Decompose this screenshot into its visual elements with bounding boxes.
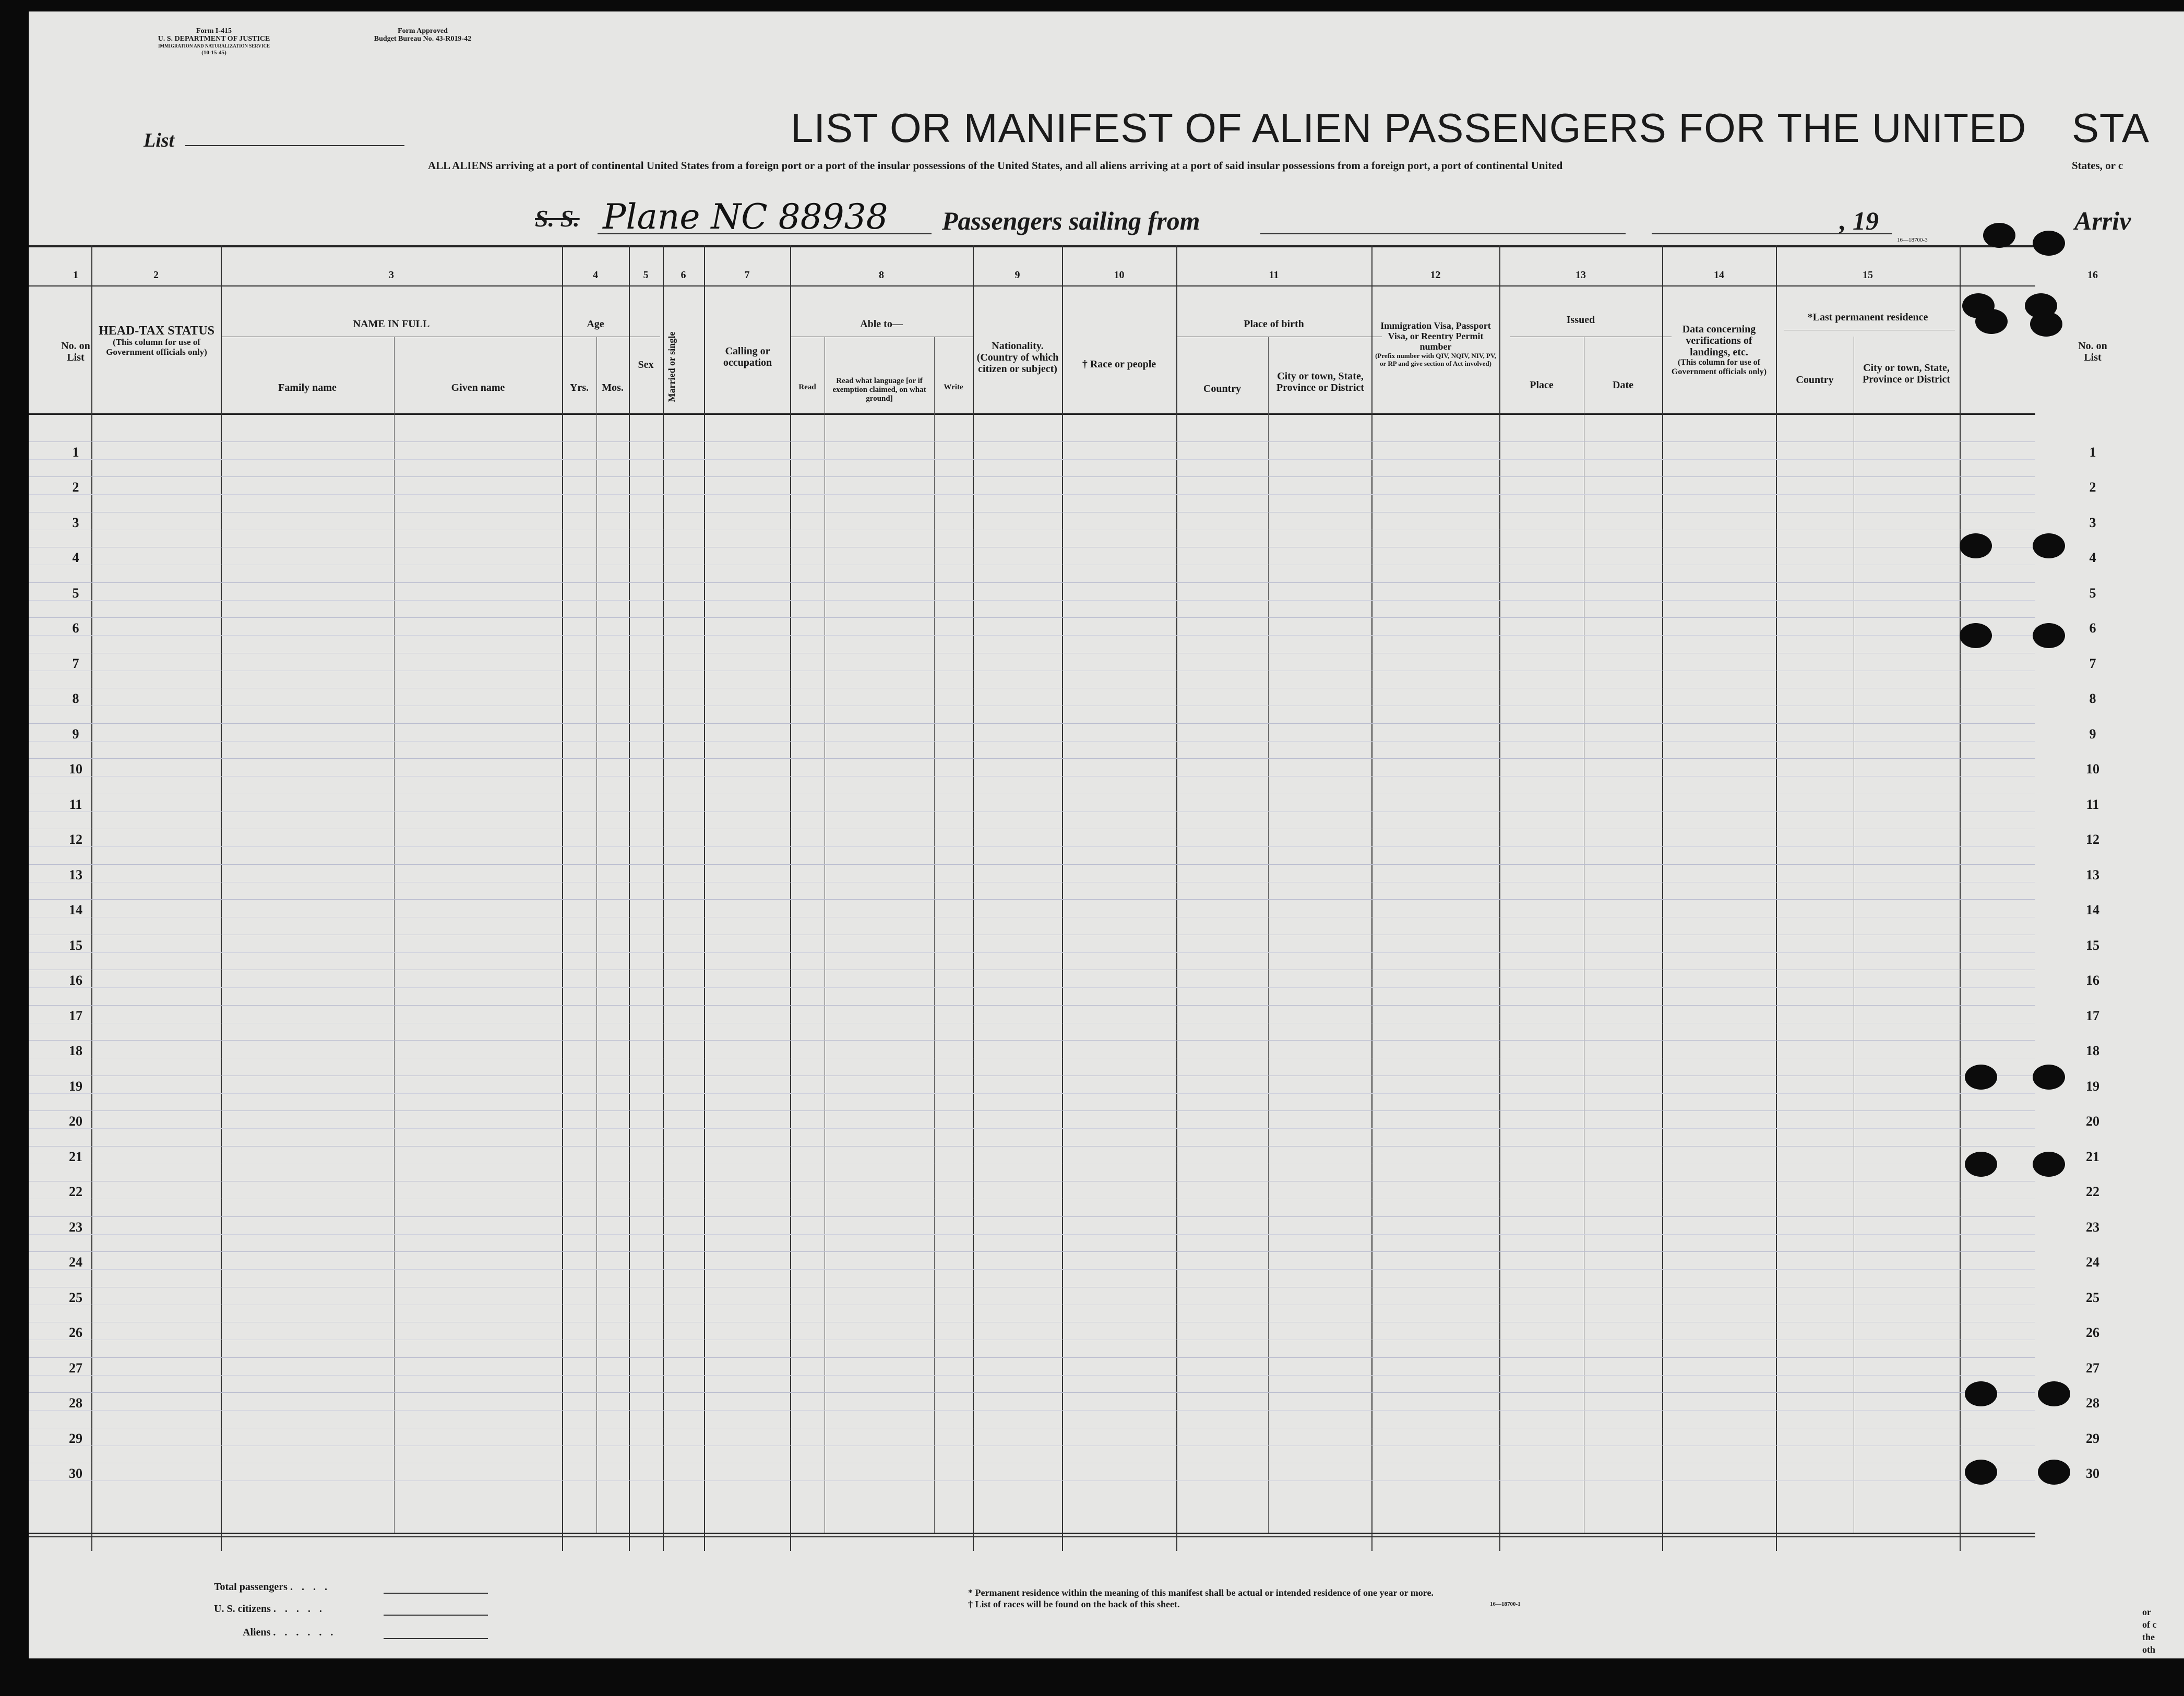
- row-number-right: 3: [2089, 515, 2096, 530]
- ss-label: S. S.: [535, 205, 580, 232]
- punch-hole: [2033, 1065, 2065, 1090]
- punch-hole: [1975, 309, 2008, 334]
- row-number-left: 15: [69, 937, 82, 953]
- row-subrule: [29, 1410, 2035, 1411]
- list-underline: [185, 145, 404, 146]
- row-number-right: 23: [2086, 1219, 2099, 1235]
- row-number-right: 6: [2089, 620, 2096, 636]
- manifest-sheet: [29, 11, 2184, 1670]
- row-rule: [29, 1251, 2035, 1252]
- row-number-left: 20: [69, 1114, 82, 1129]
- row-number-left: 17: [69, 1008, 82, 1023]
- row-subrule: [29, 1234, 2035, 1235]
- row-rule: [29, 1005, 2035, 1006]
- row-rule: [29, 1110, 2035, 1111]
- colnum-12: 12: [1430, 269, 1441, 281]
- header-sex: Sex: [638, 359, 654, 371]
- row-subrule: [29, 1480, 2035, 1481]
- row-number-right: 11: [2086, 796, 2099, 812]
- header-read-language: Read what language [or if exemption claimed, on what ground]: [832, 377, 926, 403]
- year-label: , 19: [1840, 206, 1879, 235]
- row-number-left: 8: [72, 691, 79, 707]
- total-passengers-blank: [384, 1593, 488, 1594]
- row-number-right: 10: [2086, 761, 2099, 777]
- punch-hole: [2033, 1152, 2065, 1177]
- colnum-7: 7: [744, 269, 750, 281]
- table-bottom-border: [29, 1533, 2035, 1534]
- row-number-right: 9: [2089, 726, 2096, 742]
- punch-hole: [1965, 1065, 1997, 1090]
- leader-dots: . . . .: [290, 1581, 330, 1593]
- row-rule: [29, 582, 2035, 583]
- header-residence-country: Country: [1796, 374, 1834, 386]
- row-rule: [29, 1040, 2035, 1041]
- row-number-right: 19: [2086, 1078, 2099, 1094]
- row-number-left: 12: [69, 832, 82, 847]
- row-number-right: 4: [2089, 550, 2096, 566]
- row-number-right: 17: [2086, 1008, 2099, 1023]
- header-head-tax: [97, 325, 217, 357]
- us-citizens-text: U. S. citizens: [214, 1603, 271, 1615]
- row-subrule: [29, 635, 2035, 636]
- sailing-label: Passengers sailing from: [942, 206, 1200, 235]
- punch-hole: [1983, 223, 2015, 248]
- row-subrule: [29, 776, 2035, 777]
- sailing-underline: [1260, 233, 1626, 234]
- header-no-on-list: No. on List: [61, 340, 90, 363]
- row-rule: [29, 758, 2035, 759]
- page-subtitle: ALL ALIENS arriving at a port of continental United States from a foreign port or a port of the insular possessions of the United States, and all aliens arriving at a port of said insular possessions from a foreign port, a port of continental United: [428, 159, 1563, 172]
- header-calling: Calling or occupation: [723, 345, 772, 368]
- list-label: List: [144, 129, 175, 151]
- row-number-left: 1: [72, 444, 79, 460]
- row-number-right: 5: [2089, 585, 2096, 601]
- row-rule: [29, 899, 2035, 900]
- row-number-right: 26: [2086, 1325, 2099, 1341]
- row-rule: [29, 1392, 2035, 1393]
- row-number-left: 26: [69, 1325, 82, 1341]
- header-issued: Issued: [1566, 314, 1595, 326]
- ss-value-handwritten: Plane NC 88938: [603, 197, 888, 237]
- colnum-6: 6: [681, 269, 686, 281]
- row-rule: [29, 864, 2035, 865]
- row-number-left: 6: [72, 620, 79, 636]
- table-bottom-border-2: [29, 1536, 2035, 1537]
- verification-label: Data concerning verifications of landings, etc.: [1682, 324, 1756, 358]
- row-number-right: 12: [2086, 832, 2099, 847]
- header-birth-country: Country: [1203, 383, 1242, 395]
- punch-hole: [2038, 1381, 2070, 1406]
- row-number-left: 2: [72, 480, 79, 495]
- punch-hole: [2033, 623, 2065, 648]
- header-nationality: Nationality. (Country of which citizen or subject): [976, 340, 1059, 375]
- total-passengers-label: [214, 1581, 330, 1593]
- row-number-left: 5: [72, 585, 79, 601]
- row-number-right: 15: [2086, 937, 2099, 953]
- budget-number: Budget Bureau No. 43-R019-42: [374, 35, 472, 43]
- punch-hole: [1965, 1152, 1997, 1177]
- header-married-single: Married or single: [666, 331, 677, 402]
- header-yrs: Yrs.: [569, 382, 589, 393]
- form-header-left: [128, 27, 300, 57]
- punch-hole: [2033, 231, 2065, 256]
- row-number-left: 29: [69, 1430, 82, 1446]
- colnum-14: 14: [1714, 269, 1724, 281]
- row-number-left: 25: [69, 1289, 82, 1305]
- aliens-blank: [384, 1638, 488, 1639]
- row-number-right: 25: [2086, 1289, 2099, 1305]
- row-number-left: 4: [72, 550, 79, 566]
- row-number-left: 14: [69, 902, 82, 918]
- scan-bottom-edge: [0, 1658, 2184, 1696]
- header-residence-city: City or town, State, Province or District: [1862, 362, 1951, 385]
- row-number-left: 27: [69, 1360, 82, 1376]
- row-number-left: 24: [69, 1255, 82, 1270]
- row-number-left: 9: [72, 726, 79, 742]
- row-number-left: 16: [69, 973, 82, 988]
- arriving-label: Arriv: [2074, 206, 2131, 235]
- row-number-right: 16: [2086, 973, 2099, 988]
- row-subrule: [29, 846, 2035, 847]
- footnote-races: † List of races will be found on the back of this sheet.: [968, 1599, 1180, 1609]
- colnum-2: 2: [153, 269, 159, 281]
- us-citizens-blank: [384, 1615, 488, 1616]
- row-number-right: 7: [2089, 655, 2096, 671]
- header-place-of-birth: Place of birth: [1244, 318, 1304, 330]
- visa-label: Immigration Visa, Passport Visa, or Reentry Permit number: [1380, 320, 1491, 352]
- us-citizens-label: [214, 1603, 325, 1615]
- visa-note: (Prefix number with QIV, NQIV, NIV, PV, or RP and give section of Act involved): [1375, 352, 1496, 367]
- colnum-10: 10: [1114, 269, 1125, 281]
- row-number-right: 13: [2086, 867, 2099, 882]
- header-age: Age: [587, 318, 604, 330]
- row-number-left: 30: [69, 1466, 82, 1482]
- header-read: Read: [798, 383, 816, 391]
- row-number-right: 29: [2086, 1430, 2099, 1446]
- row-number-right: 20: [2086, 1114, 2099, 1129]
- row-number-right: 21: [2086, 1149, 2099, 1164]
- colnum-divider: [29, 285, 2035, 286]
- form-number: Form I-415: [196, 27, 232, 35]
- leader-dots: . . . . .: [273, 1603, 325, 1615]
- punch-hole: [1960, 533, 1992, 558]
- row-number-right: 27: [2086, 1360, 2099, 1376]
- row-number-left: 28: [69, 1395, 82, 1411]
- row-number-right: 30: [2086, 1466, 2099, 1482]
- punch-hole: [1960, 623, 1992, 648]
- row-subrule: [29, 494, 2035, 495]
- service: IMMIGRATION AND NATURALIZATION SERVICE: [158, 43, 270, 49]
- header-bottom-border: [29, 413, 2035, 415]
- row-number-right: 8: [2089, 691, 2096, 707]
- row-number-right: 24: [2086, 1255, 2099, 1270]
- colnum-13: 13: [1576, 269, 1586, 281]
- row-number-left: 11: [69, 796, 82, 812]
- colnum-1: 1: [73, 269, 78, 281]
- department: U. S. DEPARTMENT OF JUSTICE: [158, 35, 270, 43]
- colnum-4: 4: [593, 269, 598, 281]
- colnum-9: 9: [1015, 269, 1020, 281]
- row-subrule: [29, 459, 2035, 460]
- header-able-to: Able to—: [860, 318, 903, 330]
- row-number-left: 13: [69, 867, 82, 882]
- header-write: Write: [944, 383, 963, 391]
- header-mos: Mos.: [602, 382, 624, 393]
- row-subrule: [29, 987, 2035, 988]
- colnum-8: 8: [879, 269, 884, 281]
- header-last-residence: *Last permanent residence: [1807, 312, 1928, 323]
- head-tax-note: (This column for use of Government officials only): [106, 337, 207, 357]
- row-number-right: 1: [2089, 444, 2096, 460]
- form-header-approval: [337, 27, 509, 43]
- row-number-left: 7: [72, 655, 79, 671]
- punch-hole: [2033, 533, 2065, 558]
- header-given-name: Given name: [451, 382, 505, 393]
- row-rule: [29, 617, 2035, 618]
- punch-hole: [2030, 312, 2062, 337]
- row-subrule: [29, 811, 2035, 812]
- row-rule: [29, 1216, 2035, 1217]
- colnum-5: 5: [643, 269, 649, 281]
- header-verification: [1665, 324, 1773, 377]
- footnote-residence: * Permanent residence within the meaning of this manifest shall be actual or intended residence of one year or more.: [968, 1587, 1434, 1598]
- header-issued-place: Place: [1530, 379, 1554, 391]
- header-race: † Race or people: [1082, 359, 1156, 370]
- row-subrule: [29, 1269, 2035, 1270]
- row-subrule: [29, 741, 2035, 742]
- ss-underline: [598, 233, 932, 234]
- row-number-left: 3: [72, 515, 79, 530]
- page-subtitle-continued: States, or c: [2072, 159, 2123, 172]
- row-number-left: 21: [69, 1149, 82, 1164]
- row-number-right: 28: [2086, 1395, 2099, 1411]
- leader-dots: . . . . . .: [273, 1627, 337, 1638]
- colnum-11: 11: [1269, 269, 1279, 281]
- page-title-continued: STA: [2072, 105, 2150, 151]
- row-rule: [29, 476, 2035, 477]
- row-number-right: 14: [2086, 902, 2099, 918]
- form-approved: Form Approved: [398, 27, 448, 35]
- page-title: LIST OR MANIFEST OF ALIEN PASSENGERS FOR THE UNITED: [791, 105, 2027, 151]
- edge-text: or of c the oth: [2142, 1607, 2157, 1655]
- aliens-label: [243, 1627, 336, 1639]
- row-number-right: 22: [2086, 1184, 2099, 1200]
- row-number-left: 19: [69, 1078, 82, 1094]
- date-code: (10-15-45): [201, 50, 226, 56]
- head-tax-label: HEAD-TAX STATUS: [98, 324, 215, 338]
- header-issued-date: Date: [1613, 379, 1633, 391]
- header-family-name: Family name: [278, 382, 337, 393]
- total-passengers-text: Total passengers: [214, 1581, 288, 1593]
- row-subrule: [29, 952, 2035, 953]
- verification-note: (This column for use of Government officials only): [1671, 358, 1767, 376]
- table-top-border: [29, 245, 2035, 247]
- colnum-16: 16: [2087, 269, 2098, 281]
- row-subrule: [29, 1128, 2035, 1129]
- row-number-left: 23: [69, 1219, 82, 1235]
- row-number-left: 22: [69, 1184, 82, 1200]
- header-no-on-list-right: No. on List: [2078, 340, 2107, 363]
- row-subrule: [29, 1375, 2035, 1376]
- print-code-top: 16—18700-3: [1897, 237, 1928, 243]
- punch-hole: [1965, 1381, 1997, 1406]
- row-number-left: 18: [69, 1043, 82, 1059]
- row-number-right: 2: [2089, 480, 2096, 495]
- header-visa: [1375, 320, 1496, 367]
- row-rule: [29, 723, 2035, 724]
- colnum-15: 15: [1863, 269, 1873, 281]
- punch-hole: [2038, 1460, 2070, 1485]
- aliens-text: Aliens: [243, 1627, 271, 1638]
- header-birth-city: City or town, State, Province or District: [1276, 371, 1365, 393]
- print-code-bottom: 16—18700-1: [1490, 1601, 1521, 1607]
- row-number-right: 18: [2086, 1043, 2099, 1059]
- colnum-3: 3: [389, 269, 394, 281]
- header-name-in-full: NAME IN FULL: [353, 318, 430, 330]
- row-subrule: [29, 600, 2035, 601]
- row-rule: [29, 1357, 2035, 1358]
- row-number-left: 10: [69, 761, 82, 777]
- row-rule: [29, 441, 2035, 442]
- punch-hole: [1965, 1460, 1997, 1485]
- row-subrule: [29, 1093, 2035, 1094]
